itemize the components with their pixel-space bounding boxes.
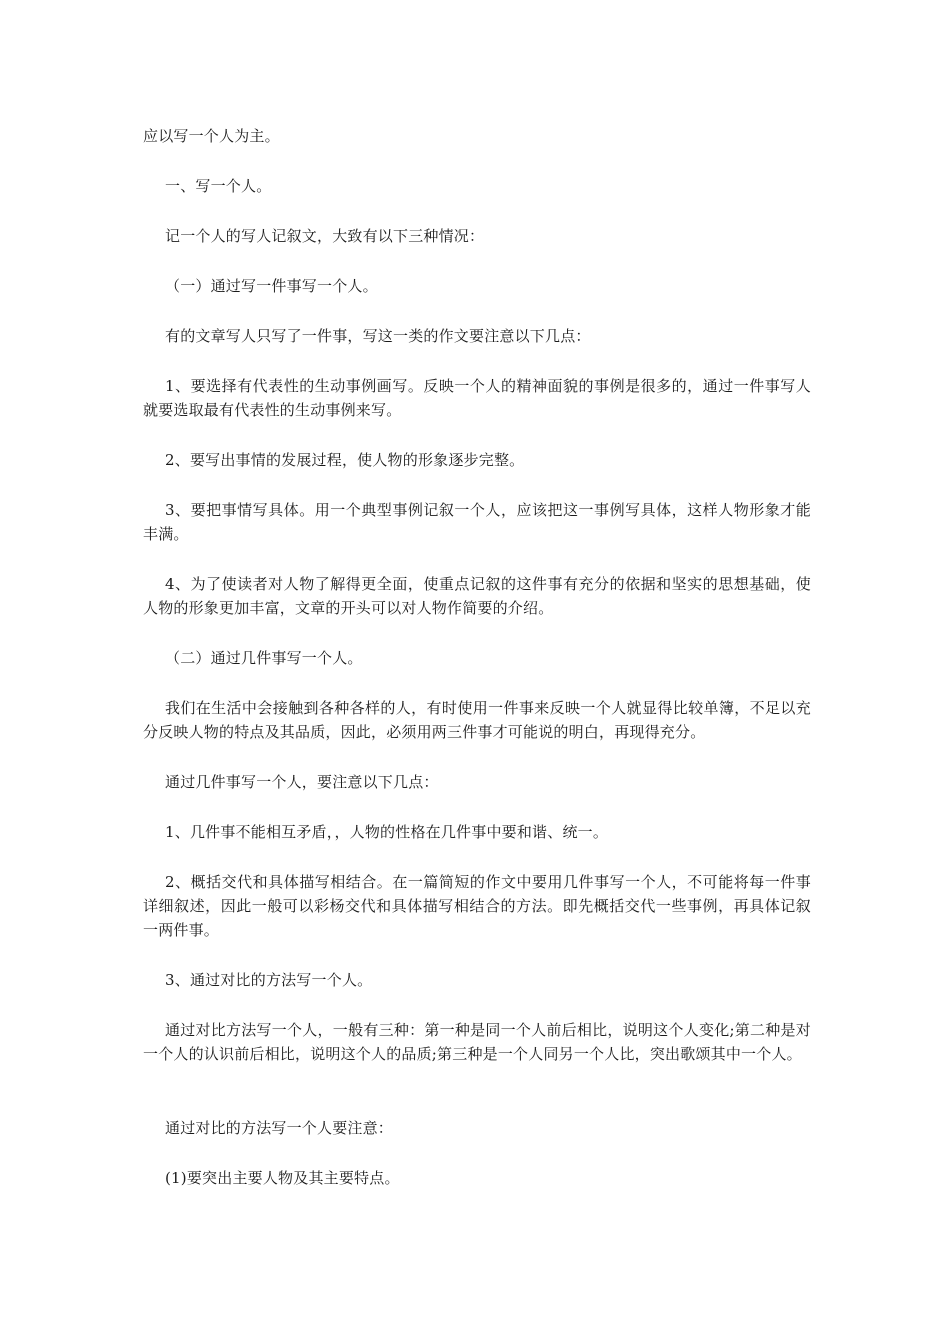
list-item-1: 1、要选择有代表性的生动事例画写。反映一个人的精神面貌的事例是很多的，通过一件事写人就要选取最有代表性的生动事例来写。 <box>143 377 811 419</box>
paragraph-one-event-intro: 有的文章写人只写了一件事，写这一类的作文要注意以下几点： <box>165 327 591 345</box>
document-page <box>143 0 811 1344</box>
paragraph-several-events-intro: 通过几件事写一个人，要注意以下几点： <box>165 773 439 791</box>
list-item-4: 4、为了使读者对人物了解得更全面，使重点记叙的这件事有充分的依据和坚实的思想基础，使人物的形象更加丰富，文章的开头可以对人物作简要的介绍。 <box>143 575 811 617</box>
list-item-2: 2、要写出事情的发展过程，使人物的形象逐步完整。 <box>165 451 525 469</box>
paragraph-contrast-notes: 通过对比的方法写一个人要注意： <box>165 1119 394 1137</box>
list-item-several-3: 3、通过对比的方法写一个人。 <box>165 971 373 989</box>
paragraph-several-events: 我们在生活中会接触到各种各样的人，有时使用一件事来反映一个人就显得比较单簿，不足以充分反映人物的特点及其品质，因此，必须用两三件事才可能说的明白，再现得充分。 <box>143 699 811 741</box>
paragraph-contrast: 通过对比方法写一个人，一般有三种：第一种是同一个人前后相比，说明这个人变化;第二种是对一个人的认识前后相比，说明这个人的品质;第三种是一个人同另一个人比，突出歌颂其中一个人。 <box>143 1021 811 1063</box>
subheading-one-event: （一）通过写一件事写一个人。 <box>165 277 378 295</box>
paragraph-continuation: 应以写一个人为主。 <box>143 127 280 145</box>
paragraph-intro: 记一个人的写人记叙文，大致有以下三种情况： <box>165 227 485 245</box>
list-item-several-2: 2、概括交代和具体描写相结合。在一篇简短的作文中要用几件事写一个人，不可能将每一件事详细叙述，因此一般可以彩杨交代和具体描写相结合的方法。即先概括交代一些事例，再具体记叙一两件事。 <box>143 873 811 939</box>
list-item-contrast-1: (1)要突出主要人物及其主要特点。 <box>165 1169 400 1187</box>
subheading-several-events: （二）通过几件事写一个人。 <box>165 649 363 667</box>
list-item-3: 3、要把事情写具体。用一个典型事例记叙一个人，应该把这一事例写具体，这样人物形象才能丰满。 <box>143 501 811 543</box>
heading-section-one: 一、写一个人。 <box>165 177 272 195</box>
list-item-several-1: 1、几件事不能相互矛盾，，人物的性格在几件事中要和谐、统一。 <box>165 823 609 841</box>
